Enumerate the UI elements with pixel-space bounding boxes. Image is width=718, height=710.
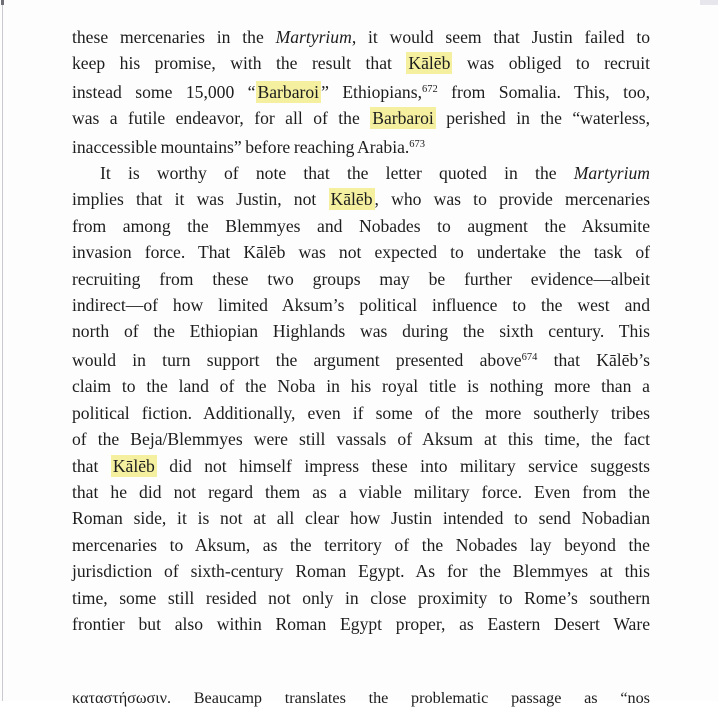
- text-line: [72, 239, 650, 265]
- page-corner-artifact: [700, 0, 718, 5]
- highlighted-term: Barbaroi: [372, 108, 434, 129]
- text-line: [72, 266, 650, 292]
- text-run: instead some 15,000 “: [72, 81, 256, 102]
- italic-term: Martyrium: [275, 27, 352, 47]
- text-line: [72, 24, 650, 50]
- text-line: [72, 132, 650, 160]
- body-text: [72, 24, 650, 637]
- footnote-ref: 673: [409, 138, 426, 150]
- highlighted-term: Kālēb: [112, 455, 155, 476]
- text-run: , who was to provide mercenaries: [374, 189, 651, 210]
- text-run: invasion force. That Kālēb was not expected to undertake the task of: [72, 242, 650, 263]
- text-line: [72, 373, 650, 399]
- text-run: from among the Blemmyes and Nobades to augment the Aksumite: [72, 215, 650, 236]
- text-run: ” Ethiopians,: [321, 81, 422, 102]
- text-run: keep his promise, with the result that: [72, 53, 407, 74]
- text-run: inaccessible mountains” before reaching Arabia.: [72, 136, 410, 157]
- footnote-text: [72, 686, 650, 710]
- footnote-ref: 672: [421, 83, 438, 95]
- text-run: jurisdiction of sixth-century Roman Egypt. As for the Blemmyes at this: [72, 561, 650, 582]
- text-run: perished in the “waterless,: [435, 108, 650, 129]
- text-run: was obliged to recruit: [452, 53, 651, 74]
- text-line: [72, 611, 650, 637]
- text-run: political fiction. Additionally, even if some of the more southerly tribes: [72, 402, 650, 423]
- text-line: [72, 160, 650, 186]
- text-run: Roman side, it is not at all clear how Justin intended to send Nobadian: [72, 508, 650, 529]
- text-run: these mercenaries in the: [72, 27, 276, 47]
- text-line: [72, 686, 650, 710]
- text-run: frontier but also within Roman Egypt proper, as Eastern Desert Ware: [72, 613, 650, 634]
- text-run: recruiting from these two groups may be further evidence—albeit: [72, 268, 650, 289]
- text-line: [72, 105, 650, 131]
- text-line: [72, 345, 650, 373]
- text-line: [72, 213, 650, 239]
- italic-term: Martyrium: [573, 163, 650, 184]
- text-run: north of the Ethiopian Highlands was during the sixth century. This: [72, 321, 650, 342]
- text-run: that Kālēb’s: [537, 349, 650, 370]
- text-run: indirect—of how limited Aksum’s political influence to the west and: [72, 295, 650, 316]
- text-line: [72, 426, 650, 452]
- text-line: [72, 505, 650, 531]
- highlighted-term: Kālēb: [408, 53, 451, 74]
- page-left-border-tick: [1, 0, 4, 5]
- text-run: would in turn support the argument presented above: [72, 349, 522, 370]
- text-run: time, some still resided not only in close proximity to Rome’s southern: [72, 587, 650, 608]
- text-run: καταστήσωσιν. Beaucamp translates the problematic passage as “nos: [72, 689, 650, 707]
- paragraph: [72, 160, 650, 637]
- page-left-border: [2, 0, 3, 701]
- text-line: [72, 532, 650, 558]
- highlighted-term: Kālēb: [330, 189, 373, 210]
- footnote-ref: 674: [521, 351, 538, 363]
- text-line: [72, 318, 650, 344]
- text-line: [72, 292, 650, 318]
- text-run: It is worthy of note that the letter quoted in the: [100, 163, 574, 184]
- text-line: [72, 453, 650, 479]
- text-run: was a futile endeavor, for all of the: [72, 108, 371, 129]
- text-run: of the Beja/Blemmyes were still vassals of Aksum at this time, the fact: [72, 429, 650, 450]
- text-run: mercenaries to Aksum, as the territory of the Nobades lay beyond the: [72, 534, 650, 555]
- text-run: that: [72, 455, 111, 476]
- text-line: [72, 186, 650, 212]
- text-line: [72, 77, 650, 105]
- highlighted-term: Barbaroi: [257, 81, 320, 102]
- text-run: that he did not regard them as a viable military force. Even from the: [72, 481, 650, 502]
- text-line: [72, 50, 650, 76]
- text-line: [72, 479, 650, 505]
- paragraph: [72, 24, 650, 160]
- text-line: [72, 400, 650, 426]
- text-run: implies that it was Justin, not: [72, 189, 329, 210]
- text-run: claim to the land of the Noba in his royal title is nothing more than a: [72, 376, 650, 397]
- text-run: , it would seem that Justin failed to: [351, 27, 651, 47]
- text-line: [72, 558, 650, 584]
- text-line: [72, 585, 650, 611]
- text-run: did not himself impress these into military service suggests: [156, 455, 650, 476]
- text-run: from Somalia. This, too,: [437, 81, 650, 102]
